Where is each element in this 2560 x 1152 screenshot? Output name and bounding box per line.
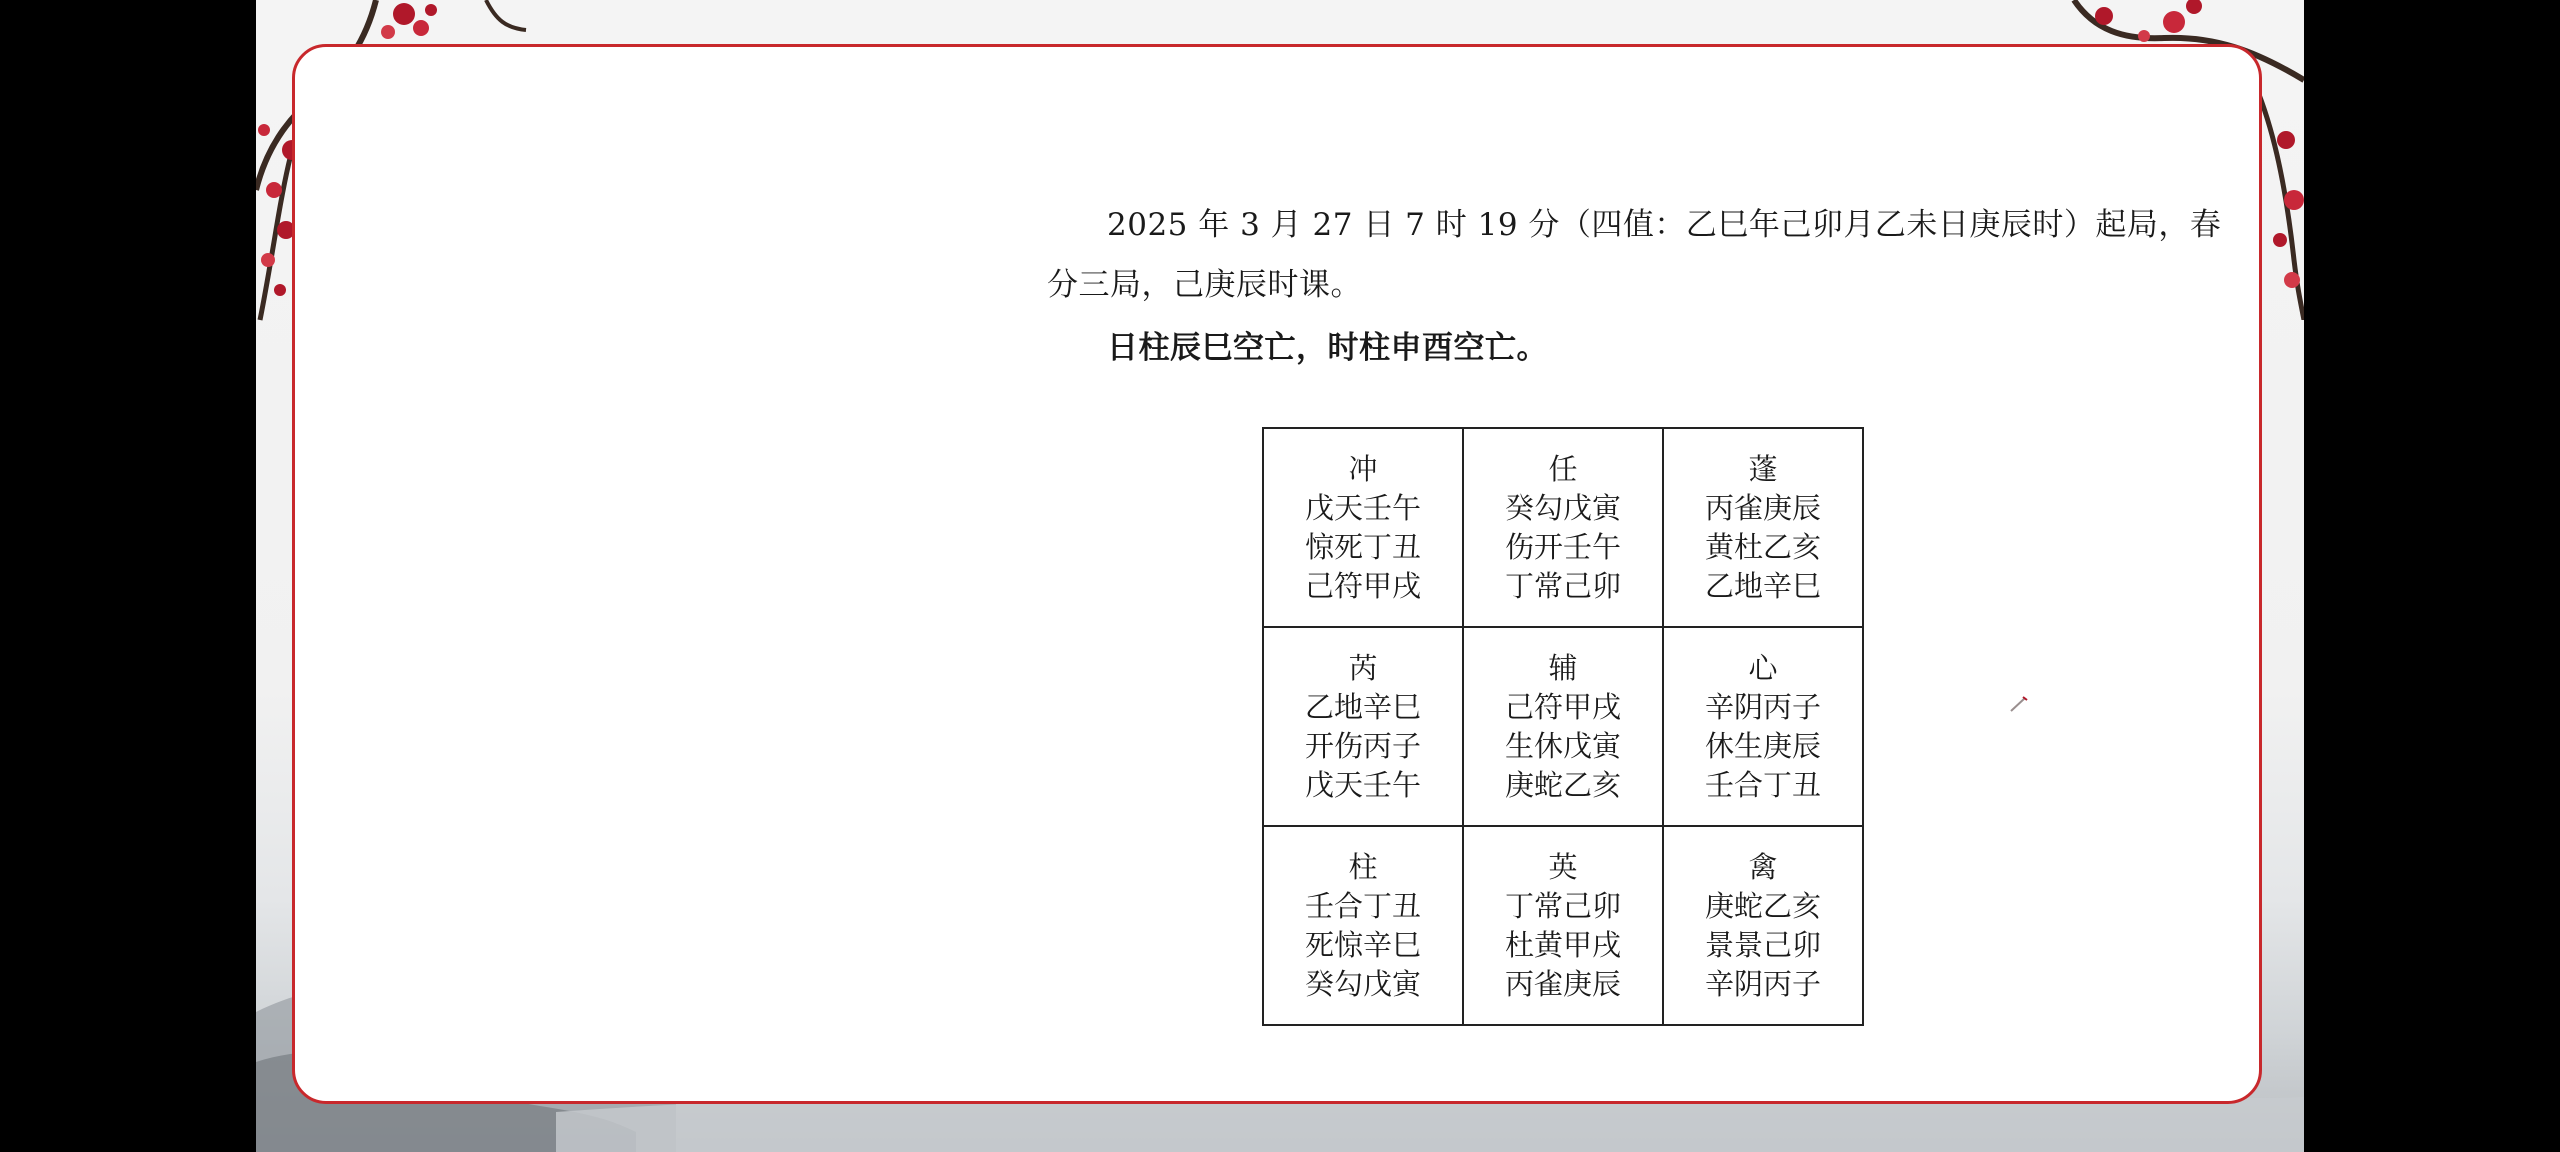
palace-cell [1263,627,1463,826]
palace-line: 癸勾戊寅 [1304,966,1421,1001]
palace-line: 庚蛇乙亥 [1504,767,1621,802]
palace-line: 生休戊寅 [1504,728,1621,763]
palace-line: 惊死丁丑 [1304,529,1421,564]
palace-star: 任 [1548,451,1578,486]
content-card [292,44,2262,1104]
palace-cell [1463,428,1663,627]
nine-palace-grid [1262,427,1864,1026]
palace-line: 壬合丁丑 [1304,888,1421,923]
palace-line: 戊天壬午 [1304,767,1421,802]
palace-line: 壬合丁丑 [1704,767,1821,802]
palace-star: 芮 [1348,650,1378,685]
palace-line: 死惊辛巳 [1304,927,1421,962]
palace-cell [1663,428,1863,627]
palace-line: 休生庚辰 [1704,728,1821,763]
palace-line: 辛阴丙子 [1704,689,1821,724]
palace-cell [1263,428,1463,627]
palace-cell [1663,826,1863,1025]
palace-line: 己符甲戌 [1304,568,1421,603]
palace-line: 丙雀庚辰 [1504,966,1621,1001]
palace-star: 心 [1748,650,1778,685]
palace-star: 禽 [1748,849,1778,884]
document-line-3: 日柱辰巳空亡，时柱申酉空亡。 [1107,330,1548,366]
palace-line: 乙地辛巳 [1304,689,1421,724]
palace-line: 丁常己卯 [1504,888,1621,923]
palace-star: 辅 [1548,650,1578,685]
grid-row-top [1263,428,1863,627]
palace-star: 柱 [1348,849,1378,884]
palace-line: 开伤丙子 [1304,728,1421,763]
palace-line: 景景己卯 [1704,927,1821,962]
palace-line: 乙地辛巳 [1704,568,1821,603]
grid-row-bottom [1263,826,1863,1025]
palace-line: 伤开壬午 [1504,529,1621,564]
document-line-2: 分三局，己庚辰时课。 [1047,267,1362,303]
palace-line: 丙雀庚辰 [1704,490,1821,525]
palace-star: 冲 [1348,451,1378,486]
palace-star: 英 [1548,849,1578,884]
palace-line: 己符甲戌 [1504,689,1621,724]
palace-cell [1663,627,1863,826]
palace-star: 蓬 [1748,451,1778,486]
slide-background [256,0,2304,1152]
palace-line: 丁常己卯 [1504,568,1621,603]
palace-cell [1463,627,1663,826]
palace-line: 黄杜乙亥 [1704,529,1821,564]
pen-cursor-icon [2009,695,2029,713]
palace-line: 癸勾戊寅 [1504,490,1621,525]
palace-line: 杜黄甲戌 [1504,927,1621,962]
palace-line: 庚蛇乙亥 [1704,888,1821,923]
grid-row-middle [1263,627,1863,826]
palace-cell [1263,826,1463,1025]
palace-line: 辛阴丙子 [1704,966,1821,1001]
document-line-1: 2025 年 3 月 27 日 7 时 19 分（四值：乙巳年己卯月乙未日庚辰时）起局，春 [1107,207,2222,243]
palace-cell [1463,826,1663,1025]
palace-line: 戊天壬午 [1304,490,1421,525]
